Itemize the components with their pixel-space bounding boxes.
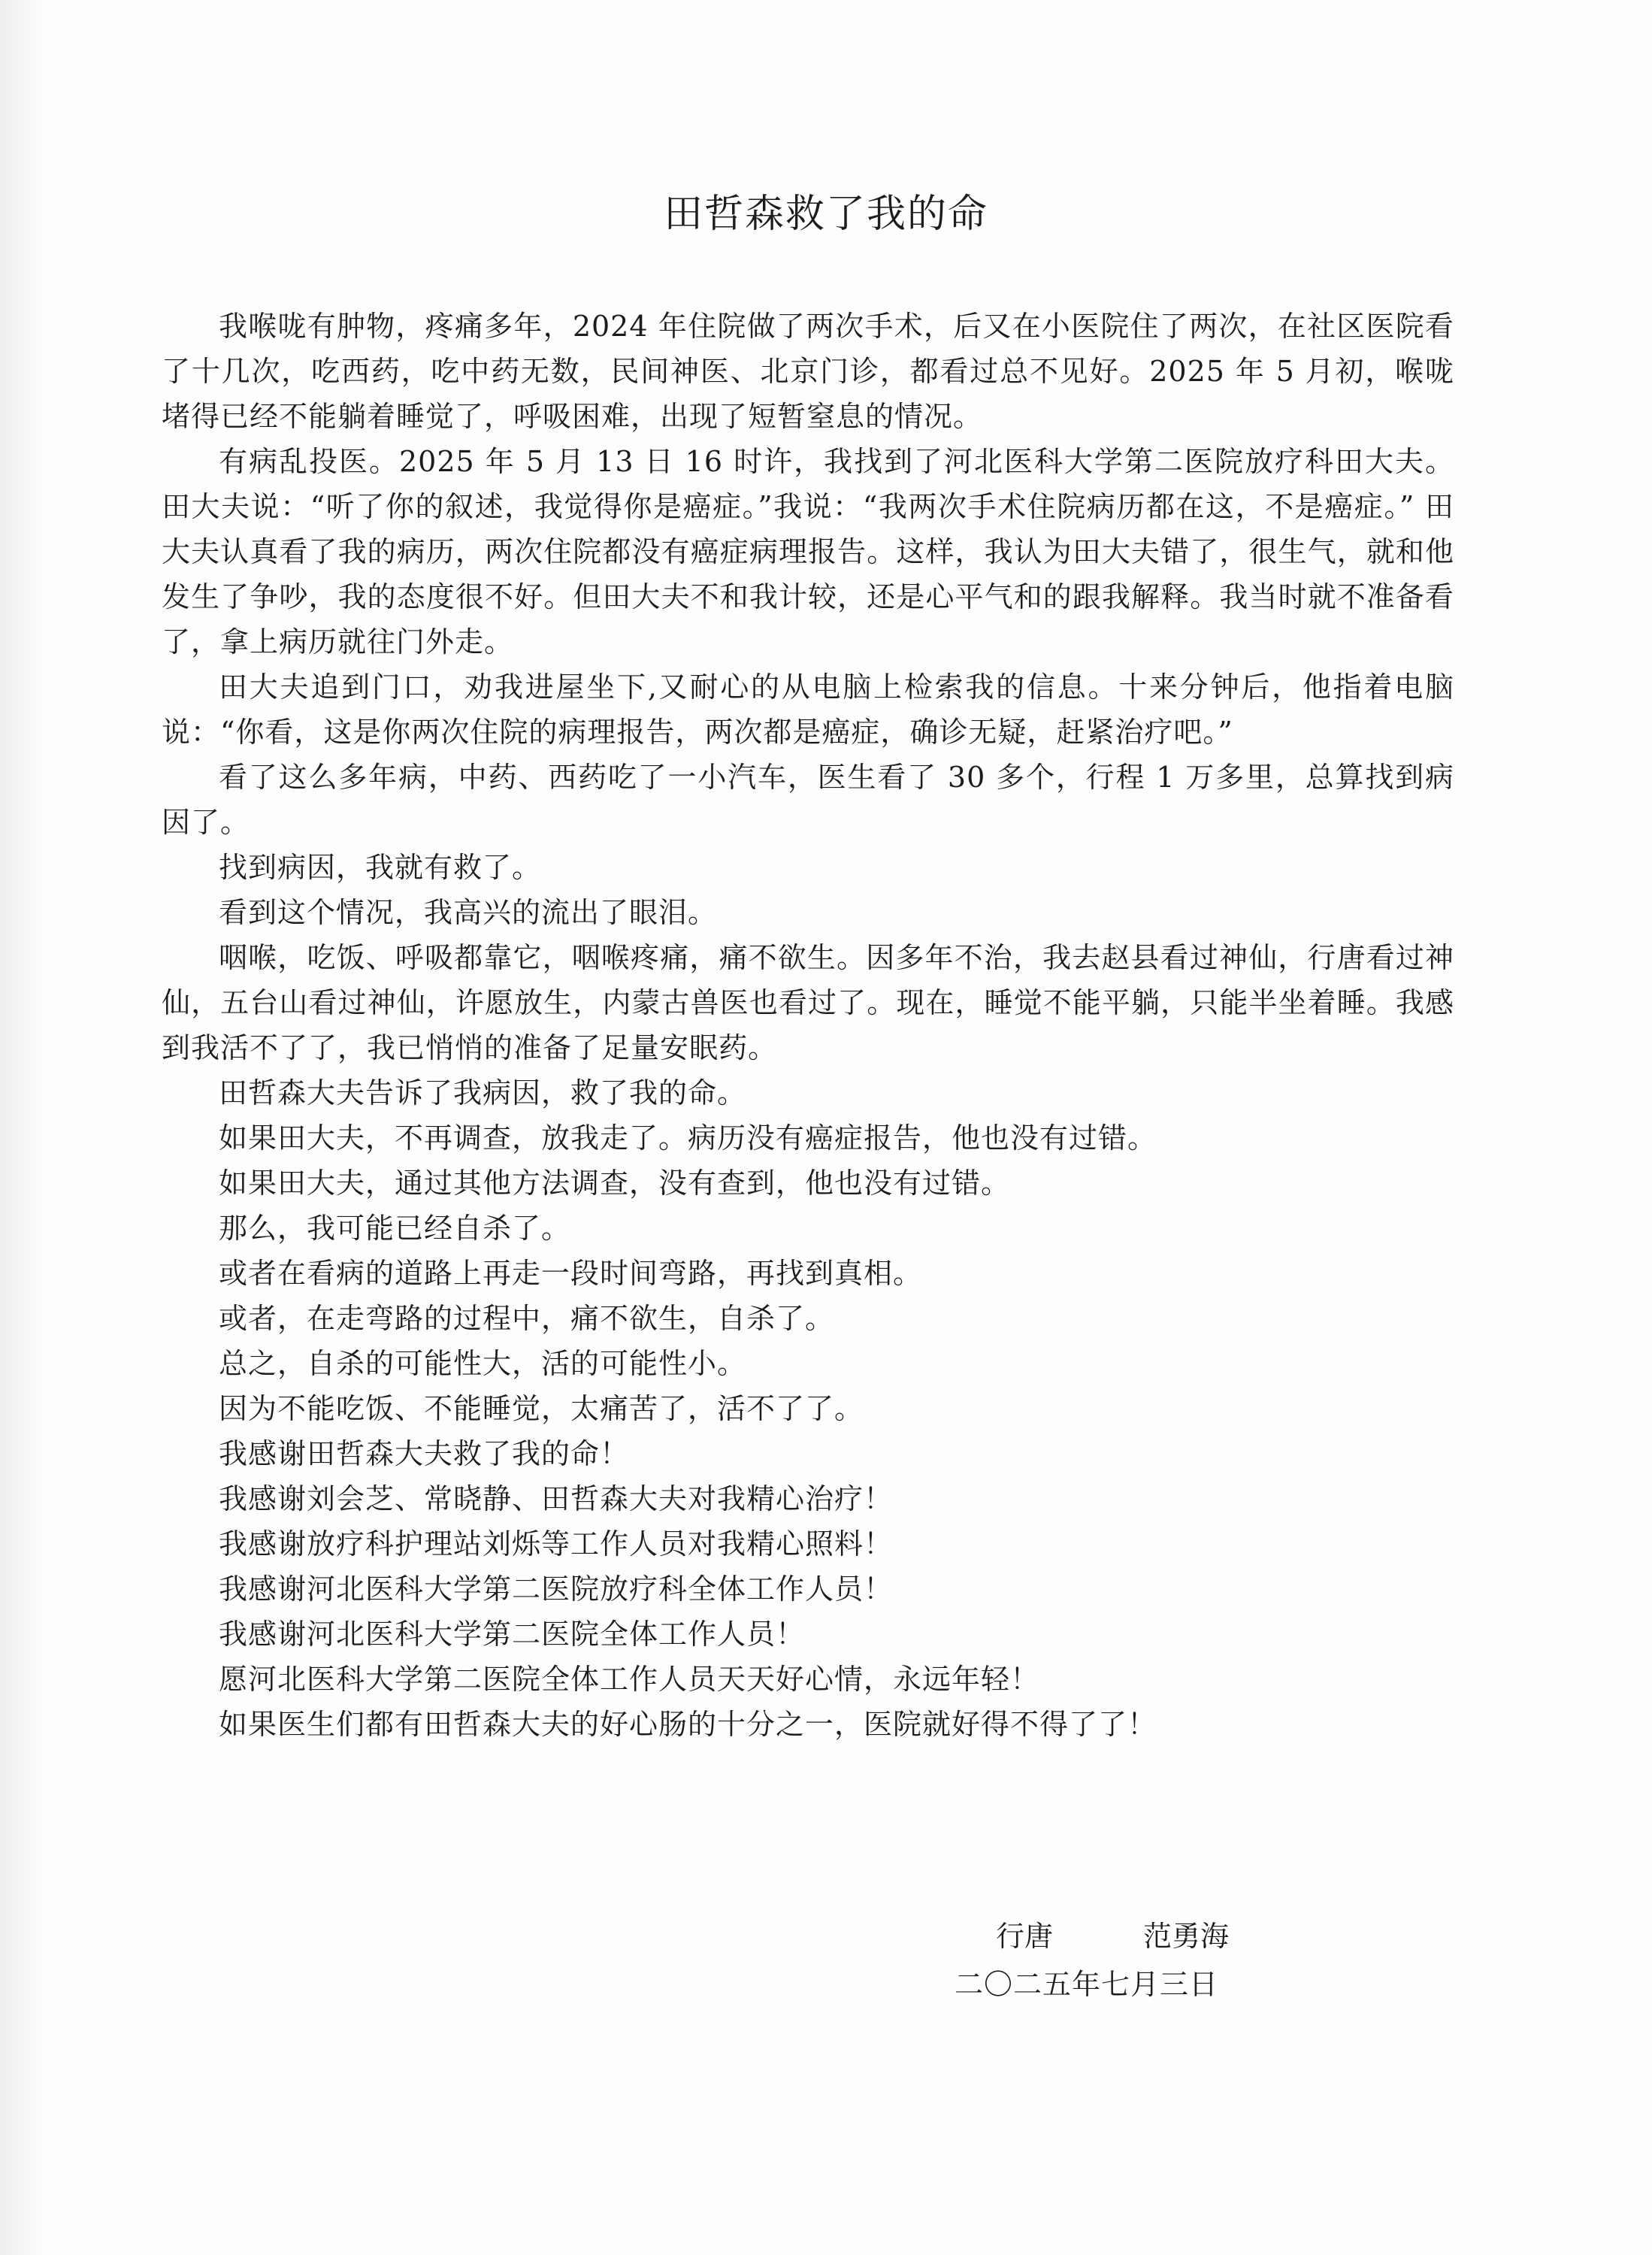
paragraph: 看了这么多年病，中药、西药吃了一小汽车，医生看了 30 多个，行程 1 万多里，总算找到病因了。 [162, 761, 1454, 839]
paragraph: 田哲森大夫告诉了我病因，救了我的命。 [219, 1076, 747, 1109]
paragraph: 我感谢刘会芝、常晓静、田哲森大夫对我精心治疗！ [219, 1482, 894, 1515]
paragraph: 或者，在走弯路的过程中，痛不欲生，自杀了。 [219, 1302, 835, 1335]
paragraph: 总之，自杀的可能性大，活的可能性小。 [219, 1347, 747, 1380]
paragraph: 看到这个情况，我高兴的流出了眼泪。 [219, 896, 718, 929]
paragraph: 我喉咙有肿物，疼痛多年，2024 年住院做了两次手术，后又在小医院住了两次，在社区医院看了十几次，吃西药，吃中药无数，民间神医、北京门诊，都看过总不见好。2025 年 5 月初，喉咙堵得已经不能躺着睡觉了，呼吸困难，出现了短暂窒息的情况。 [162, 310, 1454, 433]
paragraph: 如果医生们都有田哲森大夫的好心肠的十分之一，医院就好得不得了了！ [219, 1708, 1157, 1741]
signature-place: 行唐 [996, 1920, 1054, 1953]
date-line [947, 1960, 1263, 2008]
paragraph: 如果田大夫，不再调查，放我走了。病历没有癌症报告，他也没有过错。 [219, 1121, 1157, 1155]
signature-date: 二〇二五年七月三日 [955, 1968, 1219, 2001]
paragraph: 我感谢田哲森大夫救了我的命！ [219, 1437, 630, 1470]
signature-block [947, 1912, 1263, 2008]
paragraph: 我感谢河北医科大学第二医院全体工作人员！ [219, 1618, 806, 1651]
paragraph: 愿河北医科大学第二医院全体工作人员天天好心情，永远年轻！ [219, 1663, 1040, 1696]
signature-name: 范勇海 [1143, 1920, 1230, 1953]
paragraph: 或者在看病的道路上再走一段时间弯路，再找到真相。 [219, 1257, 923, 1290]
signature-line [947, 1912, 1263, 1960]
paragraph: 因为不能吃饭、不能睡觉，太痛苦了，活不了了。 [219, 1392, 864, 1425]
letter-title: 田哲森救了我的命 [663, 192, 988, 237]
letter-body [162, 304, 1454, 1747]
paragraph: 有病乱投医。2025 年 5 月 13 日 16 时许，我找到了河北医科大学第二医院放疗科田大夫。田大夫说：“听了你的叙述，我觉得你是癌症。”我说：“我两次手术住院病历都在这，不是癌症。” 田大夫认真看了我的病历，两次住院都没有癌症病理报告。这样，我认为田大夫错了，很生气，就和他发生了争吵，我的态度很不好。但田大夫不和我计较，还是心平气和的跟我解释。我当时就不准备看了，拿上病历就往门外走。 [162, 445, 1454, 658]
paragraph: 如果田大夫，通过其他方法调查，没有查到，他也没有过错。 [219, 1167, 1011, 1200]
paragraph: 找到病因，我就有救了。 [219, 851, 542, 884]
paragraph: 我感谢放疗科护理站刘烁等工作人员对我精心照料！ [219, 1527, 894, 1560]
paragraph: 田大夫追到门口，劝我进屋坐下,又耐心的从电脑上检索我的信息。十来分钟后，他指着电脑说：“你看，这是你两次住院的病理报告，两次都是癌症，确诊无疑，赶紧治疗吧。” [162, 670, 1454, 749]
paragraph: 咽喉，吃饭、呼吸都靠它，咽喉疼痛，痛不欲生。因多年不治，我去赵县看过神仙，行唐看过神仙，五台山看过神仙，许愿放生，内蒙古兽医也看过了。现在，睡觉不能平躺，只能半坐着睡。我感到我活不了了，我已悄悄的准备了足量安眠药。 [162, 941, 1454, 1064]
paragraph: 那么，我可能已经自杀了。 [219, 1212, 571, 1245]
paragraph: 我感谢河北医科大学第二医院放疗科全体工作人员！ [219, 1572, 894, 1606]
